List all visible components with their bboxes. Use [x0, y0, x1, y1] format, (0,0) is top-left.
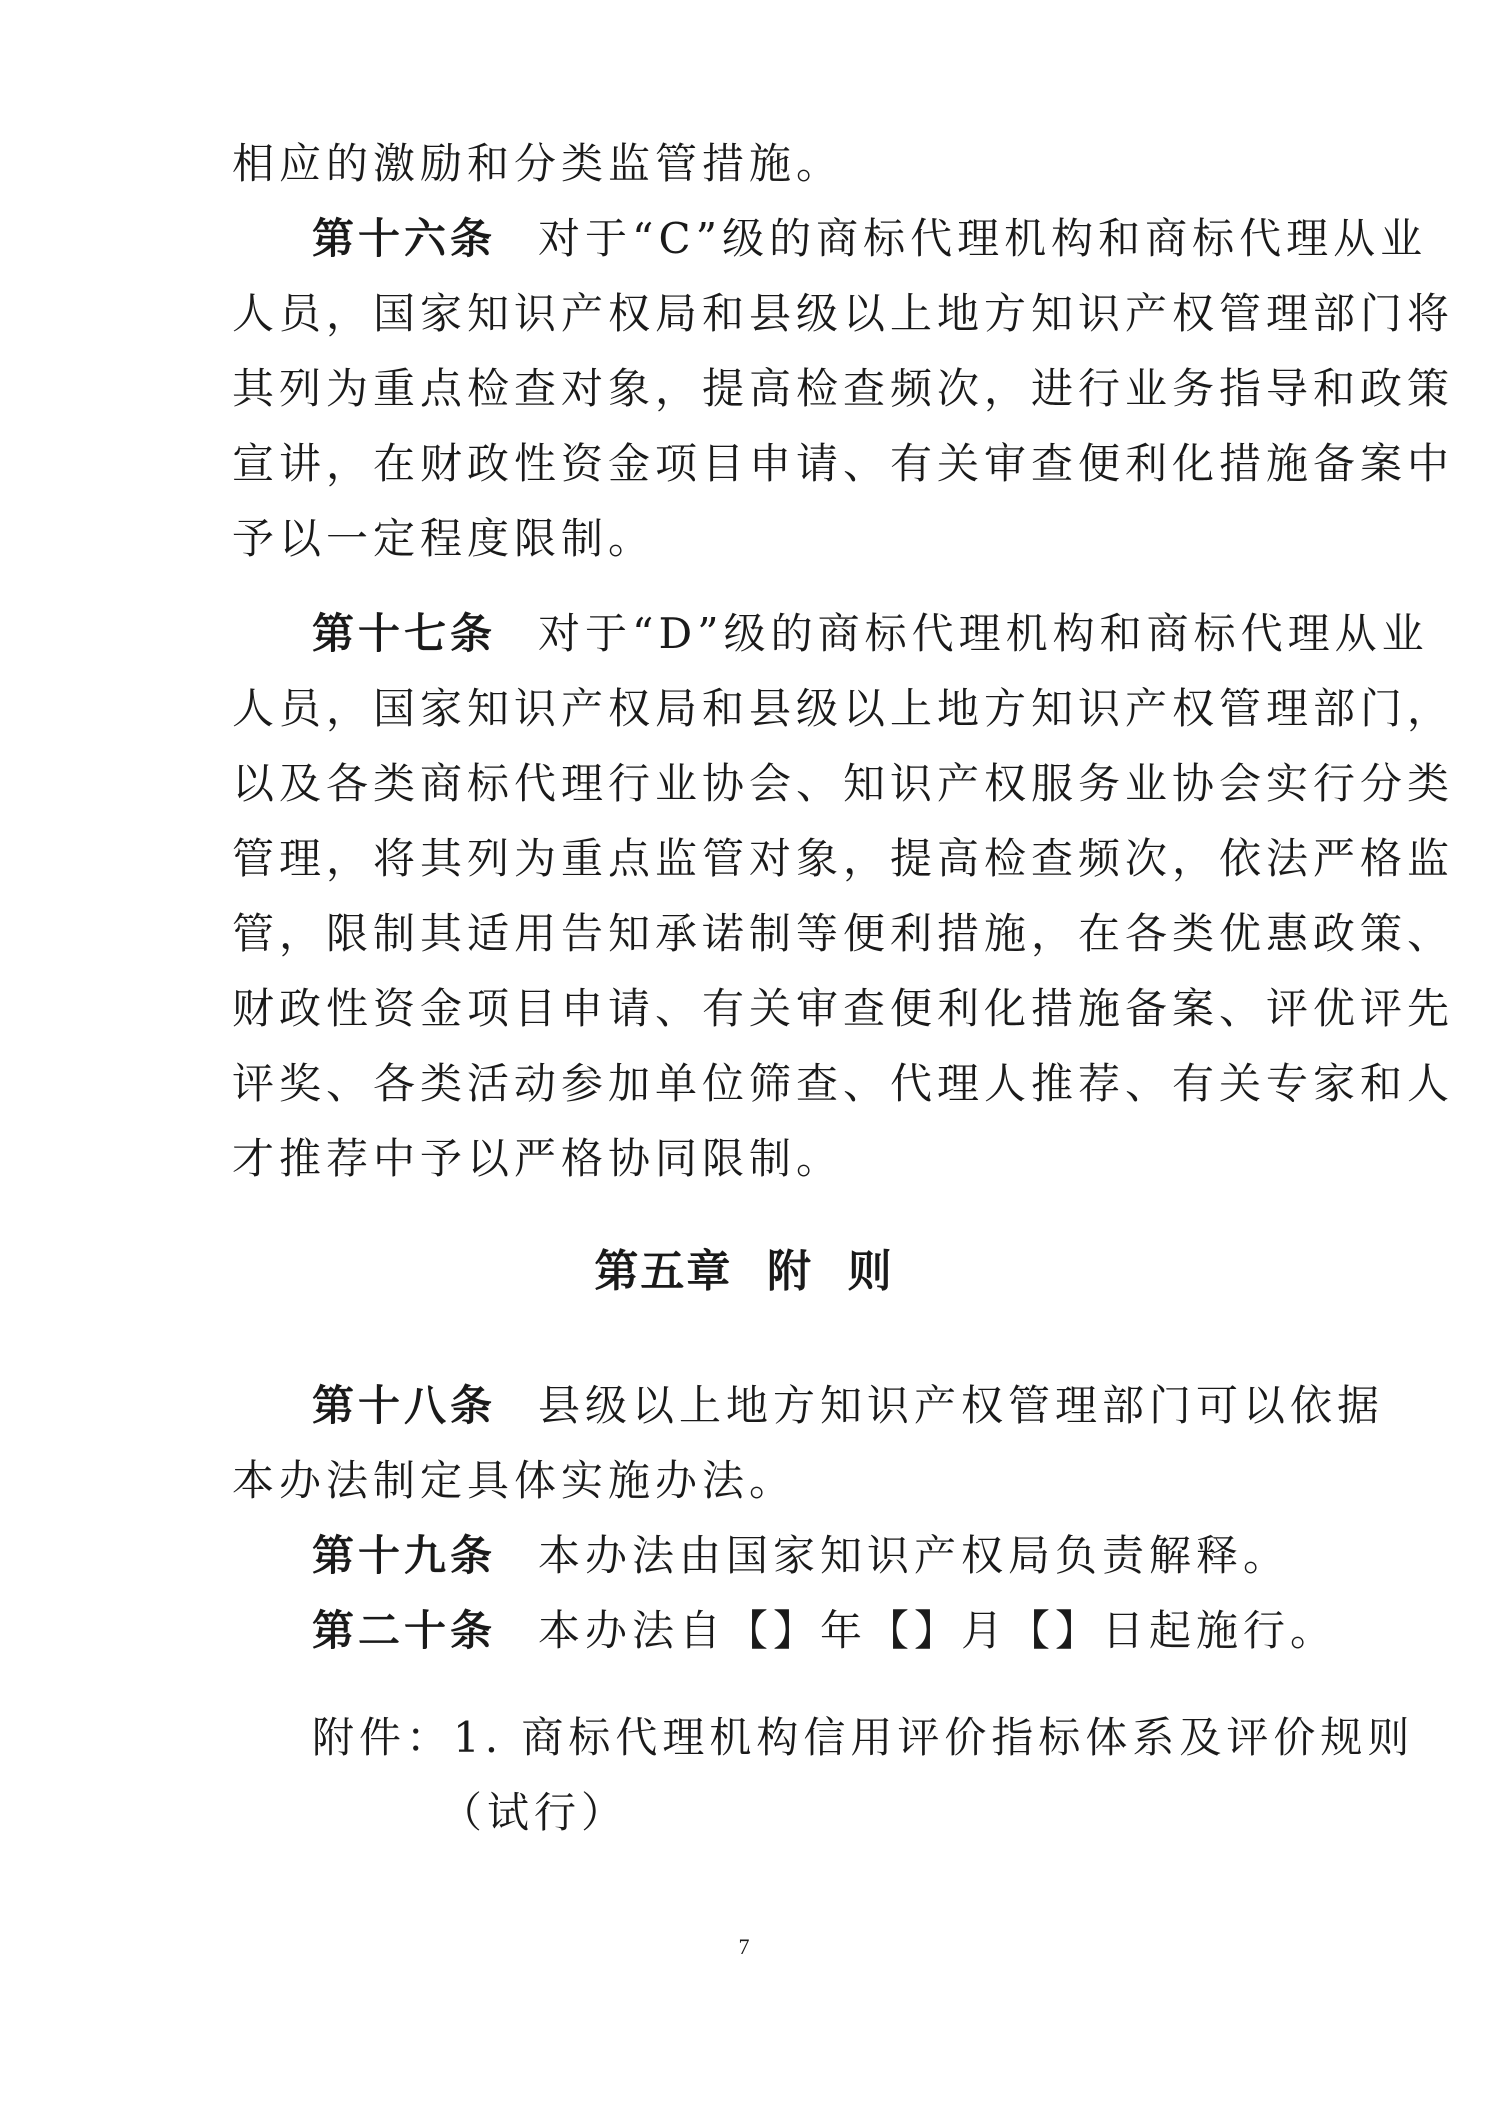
- article-19-text: 本办法由国家知识产权局负责解释。: [538, 1531, 1291, 1580]
- attachment-line-1: 附件：1. 商标代理机构信用评价指标体系及评价规则: [312, 1713, 1415, 1762]
- article-19-line: [312, 1526, 1290, 1586]
- article-17-title: 第十七条: [312, 609, 497, 658]
- intro-line: 相应的激励和分类监管措施。: [232, 139, 844, 188]
- article-17-line-1: [312, 604, 1429, 664]
- article-17-text-1: 对于“D”级的商标代理机构和商标代理从业: [538, 609, 1429, 658]
- article-18-text-1: 县级以上地方知识产权管理部门可以依据: [538, 1381, 1385, 1430]
- article-17-line-5: 管，限制其适用告知承诺制等便利措施，在各类优惠政策、: [232, 909, 1455, 958]
- chapter-title: 第五章 附 则: [594, 1246, 894, 1297]
- page-number: 7: [738, 1934, 750, 1959]
- article-17-line-4: 管理，将其列为重点监管对象，提高检查频次，依法严格监: [232, 834, 1455, 883]
- article-17-line-2: 人员，国家知识产权局和县级以上地方知识产权管理部门，: [232, 684, 1455, 733]
- article-17-line-7: 评奖、各类活动参加单位筛查、代理人推荐、有关专家和人: [232, 1059, 1455, 1108]
- article-16-line-1: [312, 209, 1427, 269]
- article-18-title: 第十八条: [312, 1381, 497, 1430]
- article-16-line-4: 宣讲，在财政性资金项目申请、有关审查便利化措施备案中: [232, 439, 1455, 488]
- article-18-line-2: 本办法制定具体实施办法。: [232, 1456, 797, 1505]
- article-17-line-3: 以及各类商标代理行业协会、知识产权服务业协会实行分类: [232, 759, 1455, 808]
- article-20-title: 第二十条: [312, 1606, 497, 1655]
- article-17-line-8: 才推荐中予以严格协同限制。: [232, 1134, 844, 1183]
- article-16-line-3: 其列为重点检查对象，提高检查频次，进行业务指导和政策: [232, 364, 1455, 413]
- article-16-line-5: 予以一定程度限制。: [232, 514, 656, 563]
- article-17-line-6: 财政性资金项目申请、有关审查便利化措施备案、评优评先: [232, 984, 1455, 1033]
- article-16-title: 第十六条: [312, 214, 497, 263]
- article-16-text-1: 对于“C”级的商标代理机构和商标代理从业: [538, 214, 1428, 263]
- article-19-title: 第十九条: [312, 1531, 497, 1580]
- article-16-line-2: 人员，国家知识产权局和县级以上地方知识产权管理部门将: [232, 289, 1455, 338]
- article-20-text: 本办法自【】年【】月【】日起施行。: [538, 1606, 1338, 1655]
- attachment-line-2: （试行）: [440, 1788, 629, 1837]
- article-18-line-1: [312, 1376, 1384, 1436]
- article-20-line: [312, 1601, 1337, 1661]
